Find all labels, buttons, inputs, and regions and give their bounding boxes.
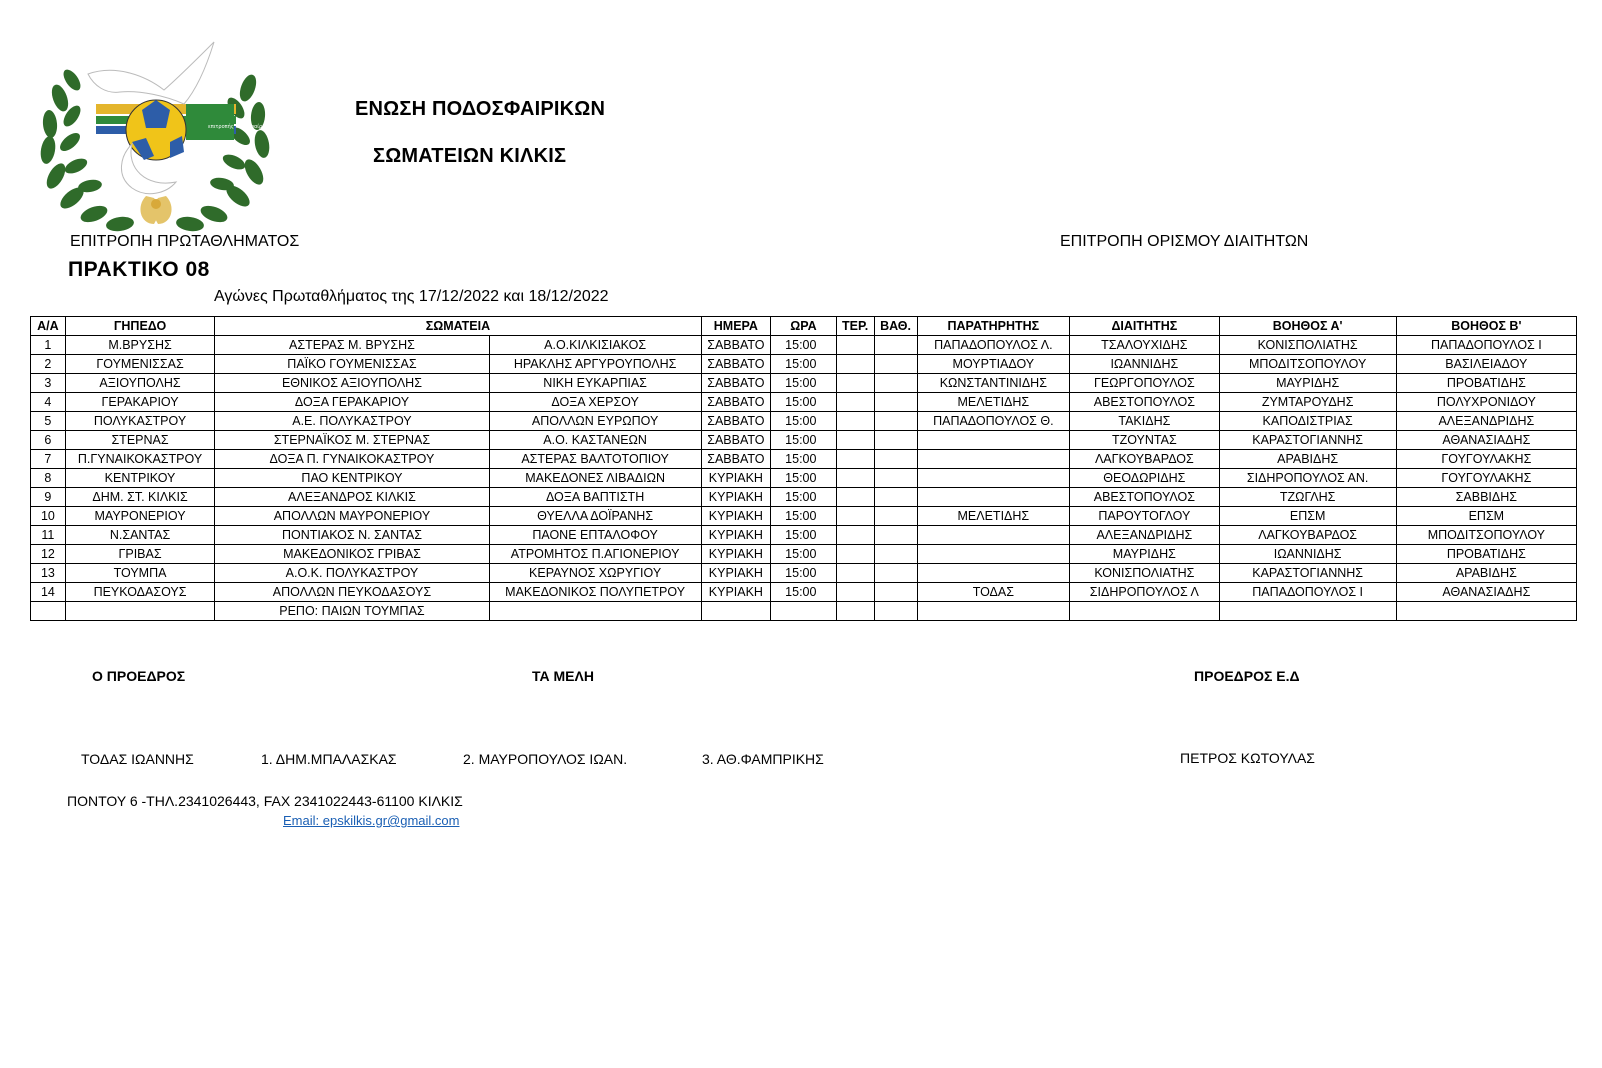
- cell-vath: [874, 412, 917, 431]
- table-row: [31, 469, 1577, 488]
- cell-aa: 5: [31, 412, 66, 431]
- cell-assistant-a: ΣΙΔΗΡΟΠΟΥΛΟΣ ΑΝ.: [1219, 469, 1396, 488]
- cell-time: 15:00: [771, 488, 837, 507]
- cell-pitch: ΠΕΥΚΟΔΑΣΟΥΣ: [65, 583, 214, 602]
- cell-pitch: ΤΟΥΜΠΑ: [65, 564, 214, 583]
- page-title: ΠΡΑΚΤΙΚΟ 08: [68, 258, 210, 281]
- cell-assistant-a: ΖΥΜΤΑΡΟΥΔΗΣ: [1219, 393, 1396, 412]
- cell-aa: 2: [31, 355, 66, 374]
- cell-home: ΑΣΤΕΡΑΣ Μ. ΒΡΥΣΗΣ: [215, 336, 489, 355]
- cell-assistant-a: ΕΠΣΜ: [1219, 507, 1396, 526]
- cell-observer: ΤΟΔΑΣ: [917, 583, 1070, 602]
- table-row: [31, 602, 1577, 621]
- cell-referee: ΛΑΓΚΟΥΒΑΡΔΟΣ: [1070, 450, 1219, 469]
- cell-away: ΗΡΑΚΛΗΣ ΑΡΓΥΡΟΥΠΟΛΗΣ: [489, 355, 701, 374]
- cell-assistant-b: ΠΡΟΒΑΤΙΔΗΣ: [1396, 545, 1576, 564]
- cell-vath: [874, 526, 917, 545]
- cell-observer: ΠΑΠΑΔΟΠΟΥΛΟΣ Θ.: [917, 412, 1070, 431]
- cell-referee: ΜΑΥΡΙΔΗΣ: [1070, 545, 1219, 564]
- cell-vath: [874, 336, 917, 355]
- table-row: [31, 507, 1577, 526]
- cell-referee: ΤΖΟΥΝΤΑΣ: [1070, 431, 1219, 450]
- table-row: [31, 431, 1577, 450]
- cell-day: ΣΑΒΒΑΤΟ: [701, 412, 771, 431]
- member-3-name: 3. ΑΘ.ΦΑΜΠΡΙΚΗΣ: [702, 751, 824, 767]
- cell-aa: [31, 602, 66, 621]
- cell-day: ΣΑΒΒΑΤΟ: [701, 431, 771, 450]
- cell-home: Α.Ε. ΠΟΛΥΚΑΣΤΡΟΥ: [215, 412, 489, 431]
- cell-pitch: ΚΕΝΤΡΙΚΟΥ: [65, 469, 214, 488]
- cell-assistant-b: [1396, 602, 1576, 621]
- cell-aa: 13: [31, 564, 66, 583]
- col-header-assistant-a: ΒΟΗΘΟΣ Α': [1219, 317, 1396, 336]
- col-header-referee: ΔΙΑΙΤΗΤΗΣ: [1070, 317, 1219, 336]
- cell-away: ΑΣΤΕΡΑΣ ΒΑΛΤΟΤΟΠΙΟΥ: [489, 450, 701, 469]
- cell-assistant-a: ΠΑΠΑΔΟΠΟΥΛΟΣ Ι: [1219, 583, 1396, 602]
- cell-home: ΡΕΠΟ: ΠΑΙΩΝ ΤΟΥΜΠΑΣ: [215, 602, 489, 621]
- cell-day: ΚΥΡΙΑΚΗ: [701, 564, 771, 583]
- cell-day: ΚΥΡΙΑΚΗ: [701, 469, 771, 488]
- cell-ter: [836, 355, 874, 374]
- cell-vath: [874, 431, 917, 450]
- cell-assistant-a: ΚΑΡΑΣΤΟΓΙΑΝΝΗΣ: [1219, 564, 1396, 583]
- table-row: [31, 374, 1577, 393]
- cell-time: 15:00: [771, 374, 837, 393]
- cell-aa: 9: [31, 488, 66, 507]
- col-header-time: ΩΡΑ: [771, 317, 837, 336]
- cell-aa: 11: [31, 526, 66, 545]
- member-1-name: 1. ΔΗΜ.ΜΠΑΛΑΣΚΑΣ: [261, 751, 397, 767]
- email-link[interactable]: Email: epskilkis.gr@gmail.com: [283, 813, 460, 828]
- cell-observer: [917, 431, 1070, 450]
- cell-vath: [874, 602, 917, 621]
- cell-home: ΣΤΕΡΝΑΪΚΟΣ Μ. ΣΤΕΡΝΑΣ: [215, 431, 489, 450]
- cell-time: [771, 602, 837, 621]
- col-header-clubs: ΣΩΜΑΤΕΙΑ: [215, 317, 701, 336]
- cell-assistant-a: [1219, 602, 1396, 621]
- cell-vath: [874, 355, 917, 374]
- cell-ter: [836, 374, 874, 393]
- cell-referee: ΑΛΕΞΑΝΔΡΙΔΗΣ: [1070, 526, 1219, 545]
- member-2-name: 2. ΜΑΥΡΟΠΟΥΛΟΣ ΙΩΑΝ.: [463, 751, 628, 767]
- cell-referee: ΑΒΕΣΤΟΠΟΥΛΟΣ: [1070, 393, 1219, 412]
- cell-day: [701, 602, 771, 621]
- cell-vath: [874, 564, 917, 583]
- col-header-ter: ΤΕΡ.: [836, 317, 874, 336]
- cell-away: ΔΟΞΑ ΒΑΠΤΙΣΤΗ: [489, 488, 701, 507]
- cell-observer: [917, 602, 1070, 621]
- cell-day: ΣΑΒΒΑΤΟ: [701, 450, 771, 469]
- cell-ter: [836, 469, 874, 488]
- cell-ter: [836, 450, 874, 469]
- cell-referee: ΓΕΩΡΓΟΠΟΥΛΟΣ: [1070, 374, 1219, 393]
- cell-away: ΑΤΡΟΜΗΤΟΣ Π.ΑΓΙΟΝΕΡΙΟΥ: [489, 545, 701, 564]
- cell-assistant-b: ΠΑΠΑΔΟΠΟΥΛΟΣ Ι: [1396, 336, 1576, 355]
- cell-ter: [836, 431, 874, 450]
- cell-ter: [836, 526, 874, 545]
- president-name: ΤΟΔΑΣ ΙΩΑΝΝΗΣ: [81, 751, 194, 767]
- cell-pitch: ΜΑΥΡΟΝΕΡΙΟΥ: [65, 507, 214, 526]
- cell-home: ΑΠΟΛΛΩΝ ΠΕΥΚΟΔΑΣΟΥΣ: [215, 583, 489, 602]
- cell-home: ΠΑΪΚΟ ΓΟΥΜΕΝΙΣΣΑΣ: [215, 355, 489, 374]
- cell-day: ΚΥΡΙΑΚΗ: [701, 545, 771, 564]
- cell-assistant-a: ΚΑΡΑΣΤΟΓΙΑΝΝΗΣ: [1219, 431, 1396, 450]
- cell-time: 15:00: [771, 412, 837, 431]
- table-row: [31, 450, 1577, 469]
- cell-assistant-a: ΚΟΝΙΣΠΟΛΙΑΤΗΣ: [1219, 336, 1396, 355]
- col-header-observer: ΠΑΡΑΤΗΡΗΤΗΣ: [917, 317, 1070, 336]
- cell-referee: ΚΟΝΙΣΠΟΛΙΑΤΗΣ: [1070, 564, 1219, 583]
- cell-observer: [917, 469, 1070, 488]
- cell-ter: [836, 488, 874, 507]
- cell-pitch: Π.ΓΥΝΑΙΚΟΚΑΣΤΡΟΥ: [65, 450, 214, 469]
- org-name-line1: ΕΝΩΣΗ ΠΟΔΟΣΦΑΙΡΙΚΩΝ: [355, 98, 606, 120]
- cell-ter: [836, 412, 874, 431]
- cell-time: 15:00: [771, 450, 837, 469]
- table-row: [31, 564, 1577, 583]
- cell-pitch: ΠΟΛΥΚΑΣΤΡΟΥ: [65, 412, 214, 431]
- cell-time: 15:00: [771, 393, 837, 412]
- cell-referee: ΠΑΡΟΥΤΟΓΛΟΥ: [1070, 507, 1219, 526]
- cell-assistant-b: ΕΠΣΜ: [1396, 507, 1576, 526]
- cell-referee: ΙΩΑΝΝΙΔΗΣ: [1070, 355, 1219, 374]
- cell-pitch: ΣΤΕΡΝΑΣ: [65, 431, 214, 450]
- games-date-line: Αγώνες Πρωταθλήματος της 17/12/2022 και 18/12/2022: [214, 288, 609, 305]
- cell-vath: [874, 374, 917, 393]
- cell-pitch: ΓΡΙΒΑΣ: [65, 545, 214, 564]
- cell-referee: ΘΕΟΔΩΡΙΔΗΣ: [1070, 469, 1219, 488]
- cell-aa: 4: [31, 393, 66, 412]
- cell-vath: [874, 583, 917, 602]
- cell-referee: ΤΣΑΛΟΥΧΙΔΗΣ: [1070, 336, 1219, 355]
- cell-assistant-a: ΑΡΑΒΙΔΗΣ: [1219, 450, 1396, 469]
- cell-observer: ΚΩΝΣΤΑΝΤΙΝΙΔΗΣ: [917, 374, 1070, 393]
- cell-aa: 3: [31, 374, 66, 393]
- cell-pitch: Ν.ΣΑΝΤΑΣ: [65, 526, 214, 545]
- cell-ter: [836, 602, 874, 621]
- cell-away: [489, 602, 701, 621]
- cell-time: 15:00: [771, 507, 837, 526]
- col-header-assistant-b: ΒΟΗΘΟΣ Β': [1396, 317, 1576, 336]
- members-title: ΤΑ ΜΕΛΗ: [532, 668, 594, 684]
- president-title: Ο ΠΡΟΕΔΡΟΣ: [92, 668, 186, 684]
- cell-observer: [917, 564, 1070, 583]
- cell-assistant-b: ΑΘΑΝΑΣΙΑΔΗΣ: [1396, 583, 1576, 602]
- cell-pitch: ΓΕΡΑΚΑΡΙΟΥ: [65, 393, 214, 412]
- cell-day: ΚΥΡΙΑΚΗ: [701, 507, 771, 526]
- cell-observer: [917, 545, 1070, 564]
- cell-time: 15:00: [771, 431, 837, 450]
- cell-aa: 6: [31, 431, 66, 450]
- cell-vath: [874, 545, 917, 564]
- cell-home: Α.Ο.Κ. ΠΟΛΥΚΑΣΤΡΟΥ: [215, 564, 489, 583]
- cell-ter: [836, 393, 874, 412]
- cell-away: ΑΠΟΛΛΩΝ ΕΥΡΩΠΟΥ: [489, 412, 701, 431]
- cell-ter: [836, 545, 874, 564]
- cell-assistant-a: ΜΑΥΡΙΔΗΣ: [1219, 374, 1396, 393]
- address-line: ΠΟΝΤΟΥ 6 -ΤΗΛ.2341026443, FAX 2341022443-61100 ΚΙΛΚΙΣ: [67, 793, 463, 809]
- cell-ter: [836, 336, 874, 355]
- cell-time: 15:00: [771, 583, 837, 602]
- cell-referee: ΣΙΔΗΡΟΠΟΥΛΟΣ Λ: [1070, 583, 1219, 602]
- cell-time: 15:00: [771, 469, 837, 488]
- cell-pitch: ΓΟΥΜΕΝΙΣΣΑΣ: [65, 355, 214, 374]
- cell-assistant-b: ΑΡΑΒΙΔΗΣ: [1396, 564, 1576, 583]
- committee-championship: ΕΠΙΤΡΟΠΗ ΠΡΩΤΑΘΛΗΜΑΤΟΣ: [70, 233, 300, 250]
- cell-observer: ΜΕΛΕΤΙΔΗΣ: [917, 393, 1070, 412]
- cell-assistant-a: ΜΠΟΔΙΤΣΟΠΟΥΛΟΥ: [1219, 355, 1396, 374]
- org-name-line2: ΣΩΜΑΤΕΙΩΝ ΚΙΛΚΙΣ: [373, 145, 567, 167]
- federation-logo: [36, 38, 282, 240]
- cell-observer: [917, 526, 1070, 545]
- cell-time: 15:00: [771, 545, 837, 564]
- cell-day: ΚΥΡΙΑΚΗ: [701, 526, 771, 545]
- table-row: [31, 488, 1577, 507]
- table-row: [31, 336, 1577, 355]
- cell-pitch: Μ.ΒΡΥΣΗΣ: [65, 336, 214, 355]
- col-header-pitch: ΓΗΠΕΔΟ: [65, 317, 214, 336]
- cell-assistant-a: ΚΑΠΟΔΙΣΤΡΙΑΣ: [1219, 412, 1396, 431]
- cell-day: ΣΑΒΒΑΤΟ: [701, 393, 771, 412]
- cell-assistant-b: ΜΠΟΔΙΤΣΟΠΟΥΛΟΥ: [1396, 526, 1576, 545]
- cell-assistant-b: ΒΑΣΙΛΕΙΑΔΟΥ: [1396, 355, 1576, 374]
- cell-assistant-a: ΛΑΓΚΟΥΒΑΡΔΟΣ: [1219, 526, 1396, 545]
- ed-president-title: ΠΡΟΕΔΡΟΣ Ε.Δ: [1194, 668, 1300, 684]
- cell-pitch: [65, 602, 214, 621]
- cell-home: ΕΘΝΙΚΟΣ ΑΞΙΟΥΠΟΛΗΣ: [215, 374, 489, 393]
- cell-time: 15:00: [771, 336, 837, 355]
- cell-day: ΣΑΒΒΑΤΟ: [701, 355, 771, 374]
- committee-referees: ΕΠΙΤΡΟΠΗ ΟΡΙΣΜΟΥ ΔΙΑΙΤΗΤΩΝ: [1060, 233, 1309, 250]
- cell-assistant-b: ΑΘΑΝΑΣΙΑΔΗΣ: [1396, 431, 1576, 450]
- cell-assistant-b: ΠΡΟΒΑΤΙΔΗΣ: [1396, 374, 1576, 393]
- cell-assistant-a: ΙΩΑΝΝΙΔΗΣ: [1219, 545, 1396, 564]
- schedule-body: [31, 336, 1577, 621]
- table-row: [31, 355, 1577, 374]
- cell-observer: [917, 450, 1070, 469]
- cell-home: ΔΟΞΑ ΓΕΡΑΚΑΡΙΟΥ: [215, 393, 489, 412]
- svg-text:επιτροπής ποδοσφαίρου: επιτροπής ποδοσφαίρου: [208, 124, 269, 130]
- schedule-table: [30, 316, 1577, 621]
- cell-aa: 7: [31, 450, 66, 469]
- table-row: [31, 545, 1577, 564]
- cell-ter: [836, 564, 874, 583]
- cell-aa: 12: [31, 545, 66, 564]
- cell-home: ΑΠΟΛΛΩΝ ΜΑΥΡΟΝΕΡΙΟΥ: [215, 507, 489, 526]
- cell-time: 15:00: [771, 564, 837, 583]
- col-header-vath: ΒΑΘ.: [874, 317, 917, 336]
- cell-referee: [1070, 602, 1219, 621]
- cell-ter: [836, 583, 874, 602]
- cell-day: ΣΑΒΒΑΤΟ: [701, 336, 771, 355]
- cell-vath: [874, 450, 917, 469]
- cell-time: 15:00: [771, 355, 837, 374]
- cell-away: ΔΟΞΑ ΧΕΡΣΟΥ: [489, 393, 701, 412]
- cell-assistant-a: ΤΖΩΓΛΗΣ: [1219, 488, 1396, 507]
- cell-assistant-b: ΑΛΕΞΑΝΔΡΙΔΗΣ: [1396, 412, 1576, 431]
- cell-away: ΜΑΚΕΔΟΝΕΣ ΛΙΒΑΔΙΩΝ: [489, 469, 701, 488]
- table-header-row: [31, 317, 1577, 336]
- cell-away: Α.Ο.ΚΙΛΚΙΣΙΑΚΟΣ: [489, 336, 701, 355]
- cell-ter: [836, 507, 874, 526]
- cell-home: ΠΑΟ ΚΕΝΤΡΙΚΟΥ: [215, 469, 489, 488]
- table-row: [31, 412, 1577, 431]
- cell-day: ΚΥΡΙΑΚΗ: [701, 583, 771, 602]
- cell-away: ΠΑΟΝΕ ΕΠΤΑΛΟΦΟΥ: [489, 526, 701, 545]
- cell-away: ΝΙΚΗ ΕΥΚΑΡΠΙΑΣ: [489, 374, 701, 393]
- cell-referee: ΤΑΚΙΔΗΣ: [1070, 412, 1219, 431]
- cell-aa: 14: [31, 583, 66, 602]
- cell-aa: 1: [31, 336, 66, 355]
- cell-assistant-b: ΓΟΥΓΟΥΛΑΚΗΣ: [1396, 450, 1576, 469]
- cell-aa: 10: [31, 507, 66, 526]
- cell-observer: ΜΟΥΡΤΙΑΔΟΥ: [917, 355, 1070, 374]
- cell-referee: ΑΒΕΣΤΟΠΟΥΛΟΣ: [1070, 488, 1219, 507]
- cell-observer: ΠΑΠΑΔΟΠΟΥΛΟΣ Λ.: [917, 336, 1070, 355]
- table-row: [31, 526, 1577, 545]
- cell-vath: [874, 469, 917, 488]
- cell-away: ΜΑΚΕΔΟΝΙΚΟΣ ΠΟΛΥΠΕΤΡΟΥ: [489, 583, 701, 602]
- cell-observer: [917, 488, 1070, 507]
- cell-away: ΚΕΡΑΥΝΟΣ ΧΩΡΥΓΙΟΥ: [489, 564, 701, 583]
- cell-pitch: ΔΗΜ. ΣΤ. ΚΙΛΚΙΣ: [65, 488, 214, 507]
- cell-day: ΣΑΒΒΑΤΟ: [701, 374, 771, 393]
- cell-away: ΘΥΕΛΛΑ ΔΟΪΡΑΝΗΣ: [489, 507, 701, 526]
- cell-vath: [874, 393, 917, 412]
- cell-time: 15:00: [771, 526, 837, 545]
- cell-vath: [874, 507, 917, 526]
- col-header-aa: Α/Α: [31, 317, 66, 336]
- table-row: [31, 393, 1577, 412]
- cell-day: ΚΥΡΙΑΚΗ: [701, 488, 771, 507]
- cell-home: ΜΑΚΕΔΟΝΙΚΟΣ ΓΡΙΒΑΣ: [215, 545, 489, 564]
- cell-pitch: ΑΞΙΟΥΠΟΛΗΣ: [65, 374, 214, 393]
- cell-assistant-b: ΠΟΛΥΧΡΟΝΙΔΟΥ: [1396, 393, 1576, 412]
- cell-aa: 8: [31, 469, 66, 488]
- ed-president-name: ΠΕΤΡΟΣ ΚΩΤΟΥΛΑΣ: [1180, 750, 1315, 766]
- col-header-day: ΗΜΕΡΑ: [701, 317, 771, 336]
- cell-home: ΑΛΕΞΑΝΔΡΟΣ ΚΙΛΚΙΣ: [215, 488, 489, 507]
- cell-home: ΠΟΝΤΙΑΚΟΣ Ν. ΣΑΝΤΑΣ: [215, 526, 489, 545]
- table-row: [31, 583, 1577, 602]
- cell-vath: [874, 488, 917, 507]
- cell-observer: ΜΕΛΕΤΙΔΗΣ: [917, 507, 1070, 526]
- cell-home: ΔΟΞΑ Π. ΓΥΝΑΙΚΟΚΑΣΤΡΟΥ: [215, 450, 489, 469]
- cell-assistant-b: ΣΑΒΒΙΔΗΣ: [1396, 488, 1576, 507]
- cell-away: Α.Ο. ΚΑΣΤΑΝΕΩΝ: [489, 431, 701, 450]
- cell-assistant-b: ΓΟΥΓΟΥΛΑΚΗΣ: [1396, 469, 1576, 488]
